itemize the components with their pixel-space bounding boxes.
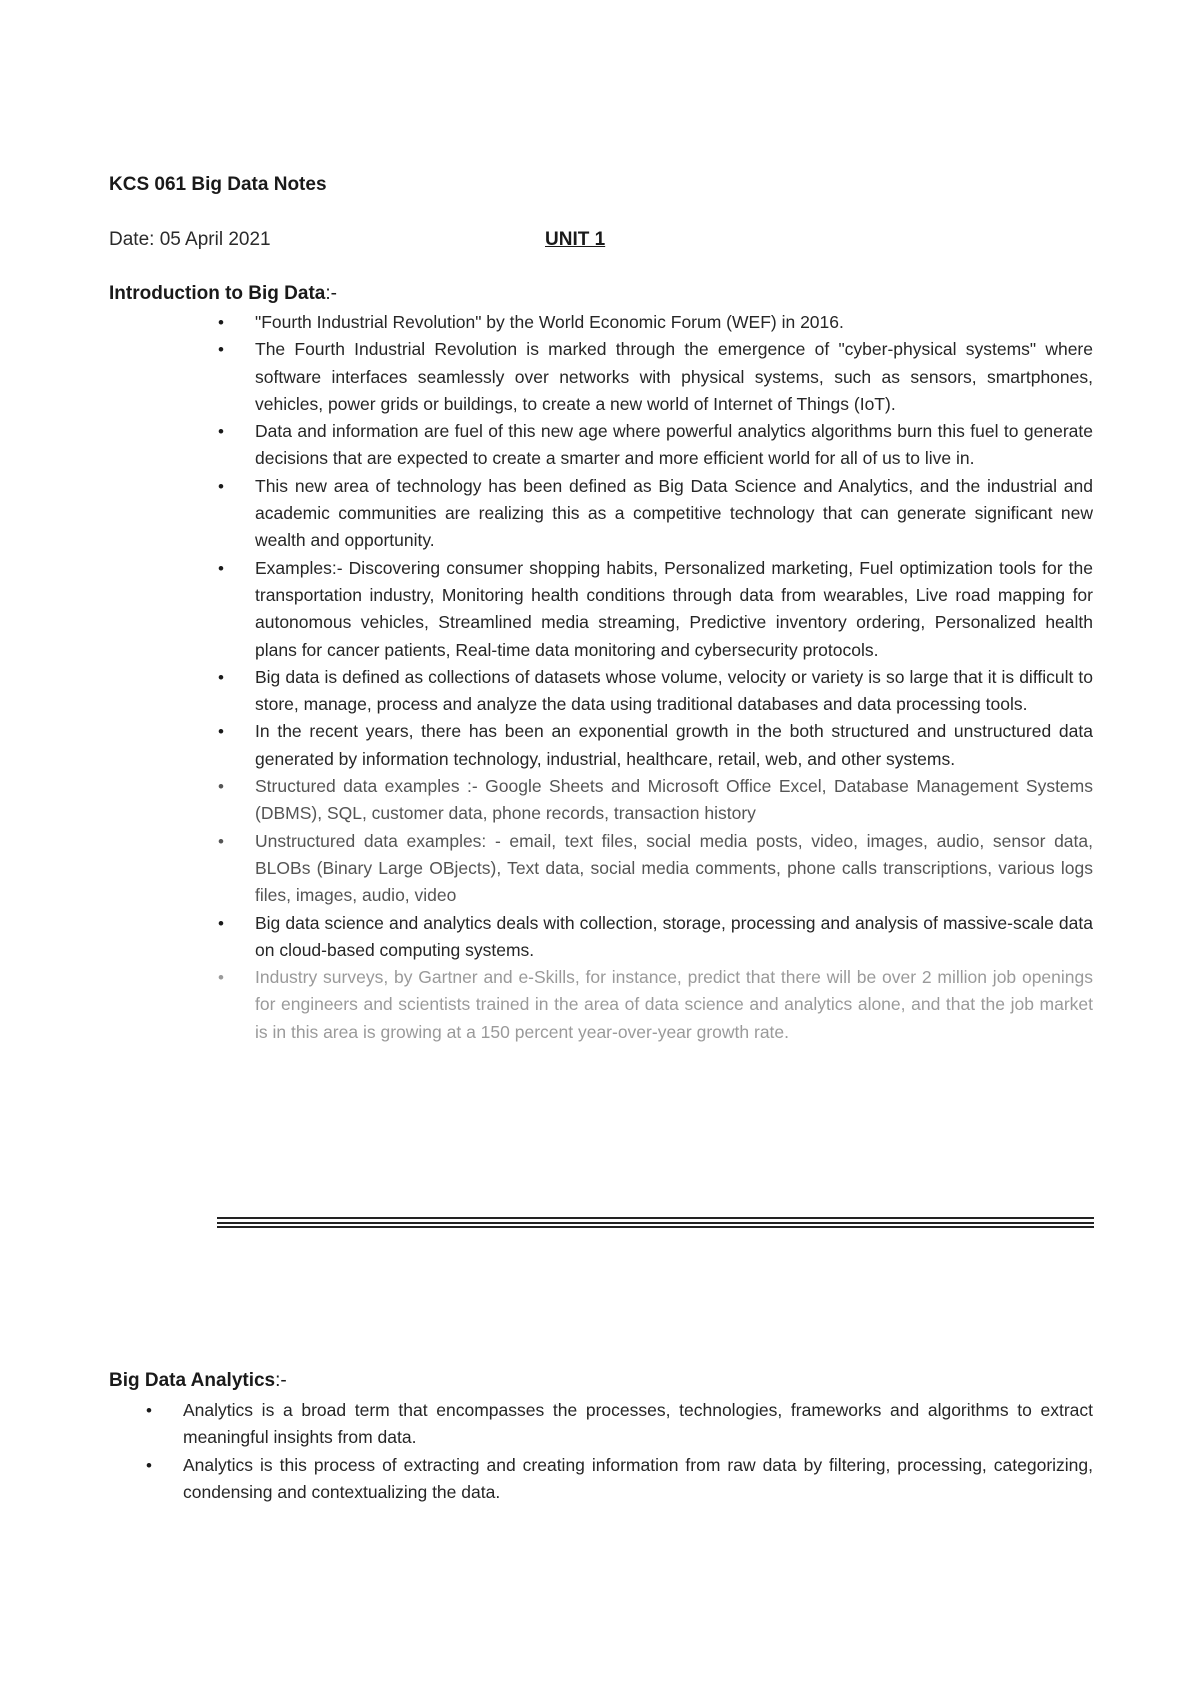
- list-item-text: Structured data examples :- Google Sheets and Microsoft Office Excel, Database Management Systems (DBMS), SQL, customer data, phone records, transaction history: [255, 776, 1093, 824]
- list-item-text: The Fourth Industrial Revolution is marked through the emergence of "cyber-physical systems" where software interfaces seamlessly over networks with physical systems, such as sensors, smartphones, vehicles, power grids or buildings, to create a new world of Internet of Things (IoT).: [255, 339, 1093, 414]
- bullet-icon: •: [218, 340, 224, 360]
- list-item-text: Big data is defined as collections of datasets whose volume, velocity or variety is so large that it is difficult to store, manage, process and analyze the data using traditional databases and data processing tools.: [255, 666, 1093, 715]
- list-item-text: In the recent years, there has been an exponential growth in the both structured and unstructured data generated by information technology, industrial, healthcare, retail, web, and other systems.: [255, 721, 1093, 769]
- document-date: Date: 05 April 2021: [109, 229, 271, 250]
- list-item: [218, 828, 1093, 910]
- list-item-text: This new area of technology has been defined as Big Data Science and Analytics, and the industrial and academic communities are realizing this as a competitive technology that can generate significant new wealth and opportunity.: [255, 475, 1093, 551]
- list-item: [218, 718, 1093, 773]
- list-item: [218, 418, 1093, 473]
- intro-heading: [109, 283, 337, 305]
- list-item: [218, 309, 1093, 336]
- document-title: KCS 061 Big Data Notes: [109, 174, 327, 195]
- unit-label: UNIT 1: [545, 229, 606, 250]
- list-item-text: Data and information are fuel of this new age where powerful analytics algorithms burn this fuel to generate decisions that are expected to create a smarter and more efficient world for all of us to live in.: [255, 421, 1093, 469]
- list-item-text: Examples:- Discovering consumer shopping habits, Personalized marketing, Fuel optimization tools for the transportation industry, Monitoring health conditions through data from wearables, Live road mapping for autonomous vehicles, Streamlined media streaming, Predictive inventory ordering, Personalized health plans for cancer patients, Real-time data monitoring and cybersecurity protocols.: [255, 557, 1093, 660]
- bullet-icon: •: [218, 968, 224, 988]
- list-item-text: "Fourth Industrial Revolution" by the World Economic Forum (WEF) in 2016.: [255, 312, 844, 332]
- list-item: [218, 555, 1093, 664]
- intro-heading-text: Introduction to Big Data: [109, 283, 326, 304]
- analytics-heading-suffix: :-: [275, 1370, 287, 1391]
- bullet-icon: •: [218, 558, 224, 578]
- bullet-icon: •: [146, 1455, 152, 1475]
- analytics-bullet-list: [146, 1397, 1093, 1506]
- bullet-icon: •: [218, 476, 224, 496]
- list-item: [218, 664, 1093, 719]
- analytics-heading: [109, 1370, 287, 1392]
- bullet-icon: •: [218, 777, 224, 797]
- section-divider: [217, 1217, 1094, 1228]
- list-item: [218, 473, 1093, 555]
- bullet-icon: •: [218, 422, 224, 442]
- list-item-text: Analytics is a broad term that encompasses the processes, technologies, frameworks and algorithms to extract meaningful insights from data.: [183, 1400, 1093, 1448]
- list-item: [218, 773, 1093, 828]
- bullet-icon: •: [218, 831, 224, 851]
- list-item: [218, 910, 1093, 965]
- bullet-icon: •: [218, 722, 224, 742]
- analytics-heading-text: Big Data Analytics: [109, 1370, 276, 1391]
- list-item: [146, 1452, 1093, 1507]
- list-item-text: Big data science and analytics deals with collection, storage, processing and analysis of massive-scale data on cloud-based computing systems.: [255, 912, 1093, 960]
- bullet-icon: •: [218, 667, 224, 687]
- bullet-icon: •: [218, 913, 224, 933]
- list-item-text: Analytics is this process of extracting and creating information from raw data by filtering, processing, categorizing, condensing and contextualizing the data.: [183, 1454, 1093, 1502]
- list-item: [146, 1397, 1093, 1452]
- list-item: [218, 964, 1093, 1046]
- bullet-icon: •: [146, 1401, 152, 1420]
- list-item: [218, 336, 1093, 418]
- section-divider-middle-line: [217, 1222, 1094, 1224]
- bullet-icon: •: [218, 313, 224, 332]
- list-item-text: Industry surveys, by Gartner and e-Skills, for instance, predict that there will be over 2 million job openings for engineers and scientists trained in the area of data science and analytics alone, and that the job market is in this area is growing at a 150 percent year-over-year growth rate.: [255, 967, 1093, 1042]
- intro-heading-suffix: :-: [325, 283, 337, 304]
- intro-bullet-list: [218, 309, 1093, 1046]
- list-item-text: Unstructured data examples: - email, text files, social media posts, video, images, audio, sensor data, BLOBs (Binary Large OBjects), Text data, social media comments, phone calls transcriptions, various logs files, images, audio, video: [255, 830, 1093, 906]
